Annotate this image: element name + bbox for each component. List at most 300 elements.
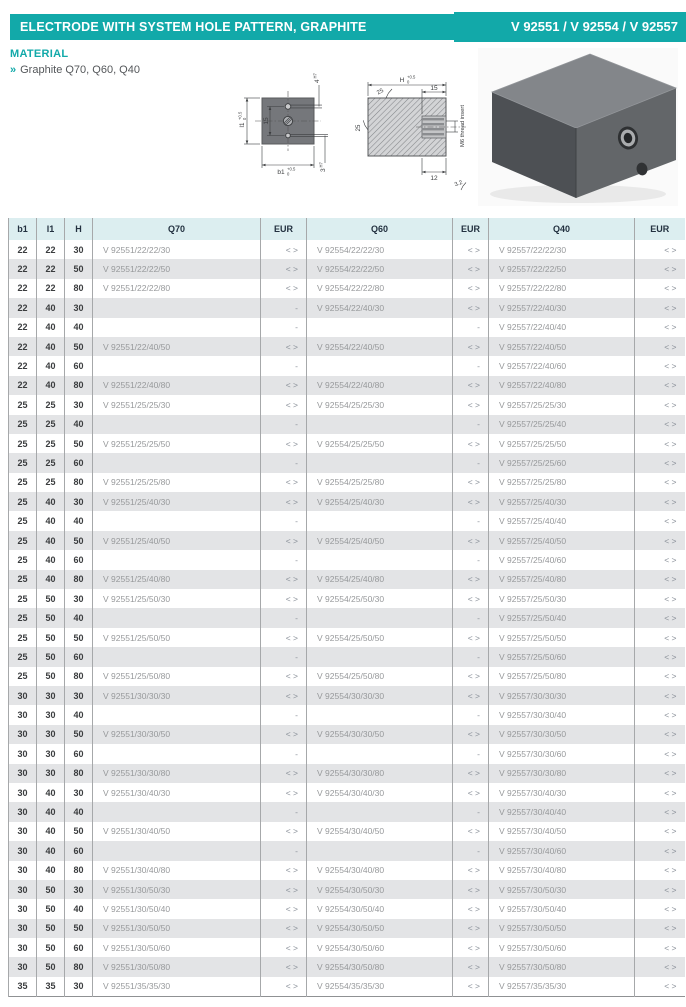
cell-q60: V 92554/25/25/80 — [307, 473, 453, 492]
roughness-32 — [454, 180, 466, 190]
cell-eur-q60: - — [453, 550, 489, 569]
cell-l1: 30 — [37, 744, 65, 763]
cell-q40: V 92557/25/40/60 — [489, 550, 635, 569]
cell-l1: 40 — [37, 337, 65, 356]
table-row — [9, 608, 685, 627]
cell-eur-q70: < > — [261, 279, 307, 298]
cell-q70: V 92551/30/50/80 — [93, 957, 261, 976]
cell-eur-q70: < > — [261, 783, 307, 802]
cell-eur-q60: < > — [453, 899, 489, 918]
cell-l1: 40 — [37, 861, 65, 880]
table-row — [9, 861, 685, 880]
cell-eur-q70: - — [261, 453, 307, 472]
table-row — [9, 259, 685, 278]
cell-eur-q70: - — [261, 415, 307, 434]
cell-eur-q70: - — [261, 550, 307, 569]
cell-b1: 30 — [9, 919, 37, 938]
table-row — [9, 511, 685, 530]
dim-H-tol-top: +0.5 — [407, 74, 416, 80]
cell-h: 50 — [65, 725, 93, 744]
table-row — [9, 550, 685, 569]
cell-h: 60 — [65, 550, 93, 569]
cell-q60: V 92554/25/25/30 — [307, 395, 453, 414]
cell-eur-q40: < > — [635, 938, 685, 957]
cell-b1: 30 — [9, 802, 37, 821]
table-row — [9, 647, 685, 666]
cell-eur-q40: < > — [635, 667, 685, 686]
cell-h: 50 — [65, 531, 93, 550]
cell-eur-q70: < > — [261, 531, 307, 550]
cell-eur-q40: < > — [635, 899, 685, 918]
cell-l1: 22 — [37, 240, 65, 259]
cell-eur-q40: < > — [635, 376, 685, 395]
cell-q40: V 92557/25/25/60 — [489, 453, 635, 472]
cell-q70: V 92551/30/30/50 — [93, 725, 261, 744]
hole-3h7-label: 3 — [320, 168, 327, 172]
cell-h: 60 — [65, 744, 93, 763]
table-row — [9, 841, 685, 860]
cell-b1: 22 — [9, 298, 37, 317]
cell-q60 — [307, 705, 453, 724]
cell-b1: 25 — [9, 395, 37, 414]
cell-q60: V 92554/30/30/80 — [307, 764, 453, 783]
cell-b1: 25 — [9, 550, 37, 569]
table-row — [9, 938, 685, 957]
cell-q70: V 92551/25/25/30 — [93, 395, 261, 414]
cell-l1: 25 — [37, 473, 65, 492]
dim-15-left: 15 — [263, 117, 270, 125]
cell-l1: 50 — [37, 647, 65, 666]
cell-h: 40 — [65, 318, 93, 337]
cell-q70 — [93, 608, 261, 627]
table-row — [9, 899, 685, 918]
cell-q60: V 92554/22/40/30 — [307, 298, 453, 317]
cell-eur-q40: < > — [635, 841, 685, 860]
cell-eur-q70: < > — [261, 240, 307, 259]
cell-eur-q60: - — [453, 608, 489, 627]
cell-l1: 50 — [37, 628, 65, 647]
material-value: Graphite Q70, Q60, Q40 — [20, 64, 140, 76]
cell-l1: 40 — [37, 511, 65, 530]
cell-eur-q40: < > — [635, 356, 685, 375]
col-header-l1: l1 — [37, 218, 65, 240]
col-header-q60: Q60 — [307, 218, 453, 240]
cell-h: 50 — [65, 337, 93, 356]
cell-q40: V 92557/25/40/30 — [489, 492, 635, 511]
col-header-eur-q60: EUR — [453, 218, 489, 240]
cell-b1: 25 — [9, 608, 37, 627]
col-header-q40: Q40 — [489, 218, 635, 240]
table-row — [9, 880, 685, 899]
product-photo — [478, 48, 678, 206]
cell-eur-q70: < > — [261, 337, 307, 356]
cell-q60: V 92554/30/50/30 — [307, 880, 453, 899]
cell-q70: V 92551/22/40/50 — [93, 337, 261, 356]
col-header-b1: b1 — [9, 218, 37, 240]
cell-q60: V 92554/30/30/30 — [307, 686, 453, 705]
cell-eur-q60: - — [453, 744, 489, 763]
cell-q60: V 92554/30/30/50 — [307, 725, 453, 744]
cell-q70 — [93, 744, 261, 763]
dim-12: 12 — [430, 175, 438, 182]
cell-q70 — [93, 841, 261, 860]
cell-eur-q60: < > — [453, 240, 489, 259]
cell-b1: 30 — [9, 686, 37, 705]
cell-q60 — [307, 841, 453, 860]
cell-q40: V 92557/25/40/50 — [489, 531, 635, 550]
cell-eur-q70: < > — [261, 880, 307, 899]
table-row — [9, 473, 685, 492]
cell-b1: 25 — [9, 434, 37, 453]
material-item — [10, 64, 140, 76]
cell-eur-q60: < > — [453, 861, 489, 880]
cell-eur-q60: < > — [453, 473, 489, 492]
cell-q60: V 92554/25/50/30 — [307, 589, 453, 608]
cell-b1: 22 — [9, 279, 37, 298]
cell-eur-q40: < > — [635, 240, 685, 259]
cell-eur-q60: < > — [453, 298, 489, 317]
cell-eur-q60: - — [453, 511, 489, 530]
cell-l1: 25 — [37, 395, 65, 414]
table-row — [9, 802, 685, 821]
cell-eur-q40: < > — [635, 511, 685, 530]
cell-l1: 40 — [37, 318, 65, 337]
table-row — [9, 492, 685, 511]
cell-b1: 25 — [9, 647, 37, 666]
cell-q40: V 92557/35/35/30 — [489, 977, 635, 996]
cell-eur-q70: < > — [261, 822, 307, 841]
cell-eur-q40: < > — [635, 531, 685, 550]
table-row — [9, 434, 685, 453]
cell-q60 — [307, 356, 453, 375]
cell-eur-q70: < > — [261, 473, 307, 492]
cell-q70: V 92551/30/40/80 — [93, 861, 261, 880]
cell-b1: 22 — [9, 240, 37, 259]
cell-l1: 40 — [37, 531, 65, 550]
cell-b1: 30 — [9, 783, 37, 802]
cell-q40: V 92557/22/22/30 — [489, 240, 635, 259]
cell-q40: V 92557/22/40/80 — [489, 376, 635, 395]
cell-b1: 22 — [9, 259, 37, 278]
cell-eur-q40: < > — [635, 550, 685, 569]
table-row — [9, 919, 685, 938]
cell-b1: 25 — [9, 473, 37, 492]
cell-eur-q40: < > — [635, 589, 685, 608]
cell-b1: 30 — [9, 841, 37, 860]
cell-q40: V 92557/25/50/60 — [489, 647, 635, 666]
cell-b1: 30 — [9, 822, 37, 841]
section-view — [356, 75, 466, 191]
cell-eur-q70: < > — [261, 899, 307, 918]
cell-eur-q60: < > — [453, 337, 489, 356]
cell-q40: V 92557/30/40/80 — [489, 861, 635, 880]
cell-eur-q40: < > — [635, 880, 685, 899]
cell-eur-q40: < > — [635, 725, 685, 744]
cell-q60: V 92554/30/50/40 — [307, 899, 453, 918]
cell-eur-q60: < > — [453, 764, 489, 783]
svg-text:25: 25 — [356, 124, 362, 132]
cell-l1: 40 — [37, 570, 65, 589]
cell-eur-q70: - — [261, 608, 307, 627]
cell-h: 80 — [65, 279, 93, 298]
cell-q60 — [307, 647, 453, 666]
cell-eur-q40: < > — [635, 434, 685, 453]
cell-eur-q60: < > — [453, 570, 489, 589]
cell-eur-q40: < > — [635, 647, 685, 666]
col-header-q70: Q70 — [93, 218, 261, 240]
dim-15-right: 15 — [430, 85, 438, 92]
cell-eur-q60: < > — [453, 376, 489, 395]
dim-l1-tol-bot: 0 — [242, 117, 247, 120]
dim-b1-tol-top: +0.5 — [287, 166, 296, 172]
cell-q60: V 92554/25/40/50 — [307, 531, 453, 550]
cell-eur-q70: - — [261, 647, 307, 666]
cell-eur-q60: < > — [453, 957, 489, 976]
cell-eur-q70: - — [261, 802, 307, 821]
cell-eur-q60: - — [453, 356, 489, 375]
cell-h: 30 — [65, 880, 93, 899]
cell-q40: V 92557/22/40/50 — [489, 337, 635, 356]
cell-eur-q70: < > — [261, 667, 307, 686]
cell-h: 30 — [65, 298, 93, 317]
cell-b1: 30 — [9, 725, 37, 744]
cell-h: 50 — [65, 434, 93, 453]
cell-h: 30 — [65, 240, 93, 259]
table-row — [9, 977, 685, 996]
front-view — [238, 72, 329, 176]
insert-label: M6 thread insert — [460, 105, 466, 147]
cell-q70: V 92551/25/40/30 — [93, 492, 261, 511]
cell-q60 — [307, 744, 453, 763]
cell-l1: 40 — [37, 550, 65, 569]
table-row — [9, 279, 685, 298]
cell-q60 — [307, 415, 453, 434]
table-row — [9, 337, 685, 356]
cell-q70: V 92551/22/22/50 — [93, 259, 261, 278]
cell-q70 — [93, 318, 261, 337]
cell-eur-q70: < > — [261, 938, 307, 957]
cell-q40: V 92557/25/25/40 — [489, 415, 635, 434]
cell-eur-q60: < > — [453, 667, 489, 686]
cell-q70 — [93, 453, 261, 472]
cell-eur-q70: - — [261, 744, 307, 763]
cell-eur-q60: < > — [453, 259, 489, 278]
cell-eur-q70: < > — [261, 977, 307, 996]
cell-q40: V 92557/30/30/50 — [489, 725, 635, 744]
cell-eur-q60: - — [453, 802, 489, 821]
cell-eur-q70: - — [261, 841, 307, 860]
cell-b1: 25 — [9, 570, 37, 589]
cell-eur-q40: < > — [635, 395, 685, 414]
cell-h: 80 — [65, 376, 93, 395]
cell-h: 40 — [65, 608, 93, 627]
col-header-h: H — [65, 218, 93, 240]
cell-eur-q70: - — [261, 511, 307, 530]
col-header-eur-q40: EUR — [635, 218, 685, 240]
cell-b1: 25 — [9, 589, 37, 608]
cell-h: 40 — [65, 899, 93, 918]
table-row — [9, 453, 685, 472]
cell-eur-q70: - — [261, 318, 307, 337]
cell-eur-q40: < > — [635, 415, 685, 434]
cell-eur-q60: < > — [453, 880, 489, 899]
table-row — [9, 356, 685, 375]
cell-q60: V 92554/35/35/30 — [307, 977, 453, 996]
cell-l1: 50 — [37, 608, 65, 627]
hole-4h7-label: 4 — [314, 79, 321, 83]
cell-eur-q60: < > — [453, 783, 489, 802]
cell-q60: V 92554/25/40/30 — [307, 492, 453, 511]
cell-eur-q60: - — [453, 647, 489, 666]
cell-q70: V 92551/35/35/30 — [93, 977, 261, 996]
cell-l1: 40 — [37, 802, 65, 821]
cell-eur-q60: < > — [453, 531, 489, 550]
cell-q60 — [307, 318, 453, 337]
cell-q60: V 92554/30/40/30 — [307, 783, 453, 802]
cell-eur-q40: < > — [635, 628, 685, 647]
table-row — [9, 705, 685, 724]
cell-q70: V 92551/25/50/30 — [93, 589, 261, 608]
cell-h: 80 — [65, 764, 93, 783]
cell-eur-q60: - — [453, 415, 489, 434]
svg-text:25: 25 — [376, 87, 385, 97]
table-row — [9, 395, 685, 414]
cell-b1: 22 — [9, 356, 37, 375]
cell-b1: 35 — [9, 977, 37, 996]
cell-q70: V 92551/25/50/80 — [93, 667, 261, 686]
table-row — [9, 667, 685, 686]
price-table — [8, 218, 685, 997]
cell-l1: 50 — [37, 880, 65, 899]
hole-3h7-fit: H7 — [318, 162, 324, 168]
cell-q40: V 92557/25/25/30 — [489, 395, 635, 414]
cell-eur-q40: < > — [635, 744, 685, 763]
cell-l1: 30 — [37, 705, 65, 724]
cell-q40: V 92557/22/22/80 — [489, 279, 635, 298]
cell-q60 — [307, 550, 453, 569]
table-row — [9, 744, 685, 763]
part-number-range: V 92551 / V 92554 / V 92557 — [454, 12, 686, 42]
cell-q40: V 92557/22/40/40 — [489, 318, 635, 337]
cell-l1: 40 — [37, 783, 65, 802]
cell-q60: V 92554/30/50/60 — [307, 938, 453, 957]
cell-q60: V 92554/25/50/80 — [307, 667, 453, 686]
cell-eur-q70: < > — [261, 259, 307, 278]
cell-q70 — [93, 705, 261, 724]
cell-h: 80 — [65, 570, 93, 589]
table-body — [9, 240, 685, 996]
table-row — [9, 318, 685, 337]
cell-eur-q60: - — [453, 318, 489, 337]
cell-b1: 25 — [9, 492, 37, 511]
table-row — [9, 589, 685, 608]
dim-l1-label: l1 — [239, 122, 246, 128]
cell-eur-q70: < > — [261, 628, 307, 647]
cell-eur-q40: < > — [635, 608, 685, 627]
cell-b1: 25 — [9, 511, 37, 530]
cell-q40: V 92557/30/50/30 — [489, 880, 635, 899]
cell-q70: V 92551/25/25/50 — [93, 434, 261, 453]
cell-h: 30 — [65, 783, 93, 802]
cell-q40: V 92557/30/30/60 — [489, 744, 635, 763]
cell-l1: 50 — [37, 957, 65, 976]
cell-b1: 22 — [9, 337, 37, 356]
cell-q70: V 92551/30/40/50 — [93, 822, 261, 841]
cell-h: 30 — [65, 395, 93, 414]
cell-q70: V 92551/30/50/50 — [93, 919, 261, 938]
cell-q70: V 92551/30/50/40 — [93, 899, 261, 918]
cell-b1: 22 — [9, 318, 37, 337]
cell-l1: 30 — [37, 686, 65, 705]
cell-b1: 30 — [9, 764, 37, 783]
cell-h: 40 — [65, 705, 93, 724]
cell-h: 30 — [65, 686, 93, 705]
cell-q70: V 92551/22/22/80 — [93, 279, 261, 298]
table-row — [9, 240, 685, 259]
dim-b1-label: b1 — [277, 169, 285, 176]
cell-q70 — [93, 550, 261, 569]
price-table-section — [8, 218, 686, 997]
cell-q40: V 92557/25/40/80 — [489, 570, 635, 589]
cell-l1: 50 — [37, 938, 65, 957]
cell-eur-q40: < > — [635, 919, 685, 938]
cell-eur-q60: < > — [453, 919, 489, 938]
cell-q60: V 92554/22/40/50 — [307, 337, 453, 356]
cell-h: 60 — [65, 938, 93, 957]
cell-h: 60 — [65, 841, 93, 860]
cell-q60: V 92554/22/40/80 — [307, 376, 453, 395]
table-row — [9, 725, 685, 744]
cell-h: 60 — [65, 453, 93, 472]
cell-eur-q40: < > — [635, 279, 685, 298]
cell-l1: 50 — [37, 919, 65, 938]
cell-eur-q60: < > — [453, 492, 489, 511]
cell-q70: V 92551/25/40/80 — [93, 570, 261, 589]
cell-eur-q70: < > — [261, 434, 307, 453]
cell-eur-q70: < > — [261, 570, 307, 589]
table-row — [9, 822, 685, 841]
cell-q70: V 92551/30/50/60 — [93, 938, 261, 957]
cell-q40: V 92557/30/40/60 — [489, 841, 635, 860]
cell-h: 30 — [65, 492, 93, 511]
cell-eur-q70: - — [261, 298, 307, 317]
cell-l1: 40 — [37, 822, 65, 841]
cell-q40: V 92557/25/40/40 — [489, 511, 635, 530]
cell-l1: 50 — [37, 899, 65, 918]
cell-l1: 30 — [37, 764, 65, 783]
cell-q40: V 92557/25/50/80 — [489, 667, 635, 686]
cell-q60: V 92554/25/25/50 — [307, 434, 453, 453]
cell-q40: V 92557/25/50/30 — [489, 589, 635, 608]
cell-eur-q70: < > — [261, 957, 307, 976]
roughness-25-top — [376, 88, 392, 98]
cell-h: 80 — [65, 667, 93, 686]
cell-q70 — [93, 802, 261, 821]
cell-h: 40 — [65, 802, 93, 821]
cell-eur-q40: < > — [635, 957, 685, 976]
cell-eur-q60: - — [453, 841, 489, 860]
cell-q40: V 92557/25/25/80 — [489, 473, 635, 492]
cell-q70 — [93, 298, 261, 317]
cell-eur-q60: < > — [453, 279, 489, 298]
material-heading: MATERIAL — [10, 48, 69, 60]
cell-q70: V 92551/30/30/30 — [93, 686, 261, 705]
cell-eur-q60: < > — [453, 628, 489, 647]
cell-q70 — [93, 415, 261, 434]
chevron-bullet-icon: » — [10, 64, 17, 76]
cell-eur-q60: < > — [453, 725, 489, 744]
cell-q70: V 92551/22/40/80 — [93, 376, 261, 395]
